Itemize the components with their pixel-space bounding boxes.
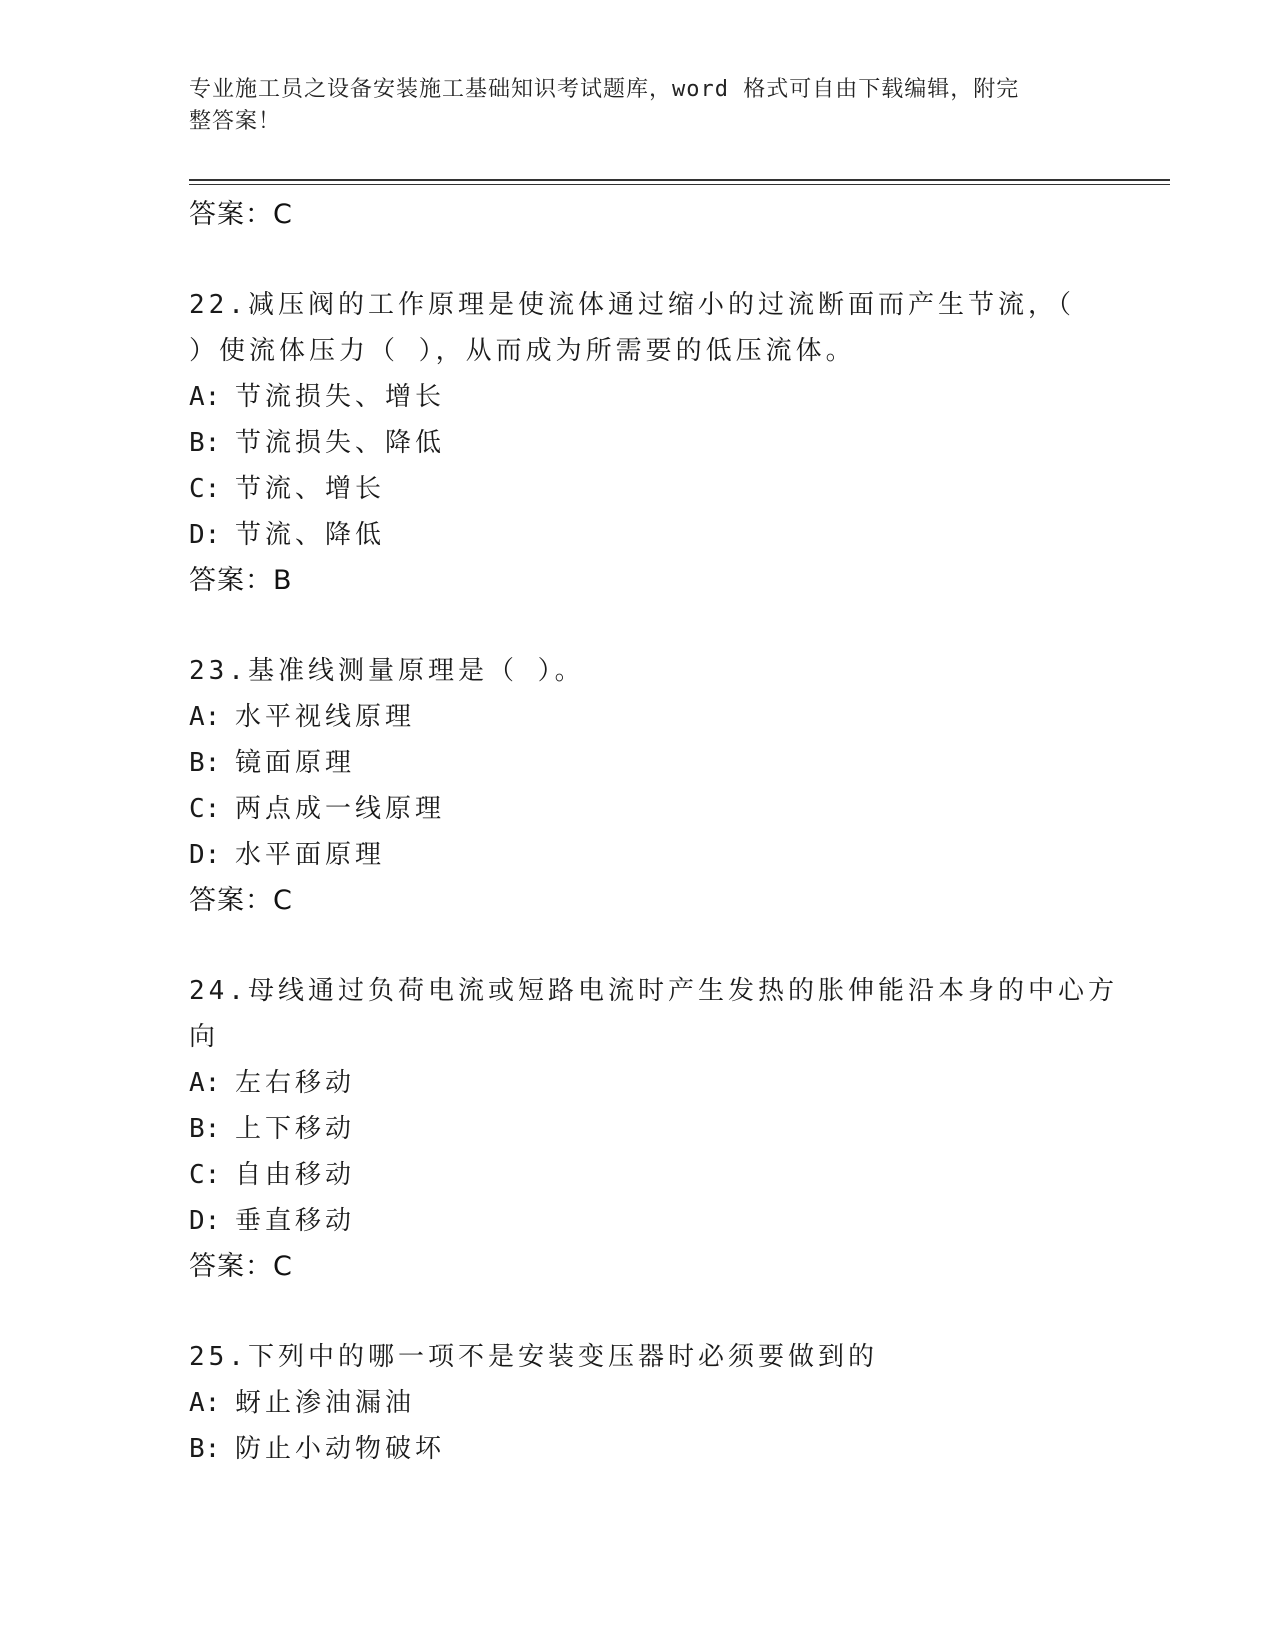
option-text: 垂直移动 <box>235 1206 356 1236</box>
question-text: 向 <box>189 1022 220 1052</box>
option-c <box>189 466 1089 512</box>
option-text: 自由移动 <box>235 1160 356 1190</box>
option-a <box>189 694 1089 740</box>
option-b <box>189 420 1089 466</box>
option-text: 节流损失、降低 <box>235 428 446 458</box>
question-23 <box>189 648 1089 924</box>
option-letter: A: <box>189 1388 221 1418</box>
option-text: 上下移动 <box>235 1114 356 1144</box>
question-list <box>189 192 1118 1472</box>
option-text: 节流、增长 <box>235 474 386 504</box>
question-22 <box>189 282 1089 604</box>
option-d <box>189 1198 1089 1244</box>
option-letter: B: <box>189 428 221 458</box>
option-letter: C: <box>189 474 221 504</box>
option-text: 节流损失、增长 <box>235 382 446 412</box>
question-text: 25.下列中的哪一项不是安装变压器时必须要做到的 <box>189 1342 878 1372</box>
option-text: 水平视线原理 <box>235 702 416 732</box>
option-text: 水平面原理 <box>235 840 386 870</box>
option-b <box>189 1106 1089 1152</box>
option-text: 蚜止渗油漏油 <box>235 1388 416 1418</box>
option-text: 节流、降低 <box>235 520 386 550</box>
answer-21: 答案：C <box>189 199 293 230</box>
header-divider-thin <box>189 184 1170 185</box>
answer-23: 答案：C <box>189 885 293 916</box>
question-text: ）使流体压力（ ），从而成为所需要的低压流体。 <box>189 336 856 366</box>
option-text: 左右移动 <box>235 1068 356 1098</box>
option-a <box>189 1380 1089 1426</box>
question-25 <box>189 1334 1089 1472</box>
answer-24: 答案：C <box>189 1251 293 1282</box>
question-text: 22.减压阀的工作原理是使流体通过缩小的过流断面而产生节流，（ <box>189 290 1075 320</box>
option-a <box>189 1060 1089 1106</box>
option-d <box>189 512 1089 558</box>
option-letter: D: <box>189 520 221 550</box>
option-letter: B: <box>189 1114 221 1144</box>
option-letter: D: <box>189 1206 221 1236</box>
option-letter: A: <box>189 382 221 412</box>
option-letter: C: <box>189 1160 221 1190</box>
option-text: 镜面原理 <box>235 748 356 778</box>
option-c <box>189 1152 1089 1198</box>
header-divider-thick <box>189 179 1170 181</box>
option-letter: C: <box>189 794 221 824</box>
header-line-1: 专业施工员之设备安装施工基础知识考试题库，word 格式可自由下载编辑，附完 <box>189 77 1020 102</box>
question-text: 23.基准线测量原理是（ ）。 <box>189 656 585 686</box>
option-letter: B: <box>189 1434 221 1464</box>
option-letter: D: <box>189 840 221 870</box>
option-letter: A: <box>189 1068 221 1098</box>
option-b <box>189 1426 1089 1472</box>
header-line-2: 整答案！ <box>189 109 282 134</box>
question-24 <box>189 968 1118 1290</box>
answer-22: 答案：B <box>189 565 293 596</box>
option-letter: B: <box>189 748 221 778</box>
option-text: 防止小动物破坏 <box>235 1434 446 1464</box>
question-text: 24.母线通过负荷电流或短路电流时产生发热的胀伸能沿本身的中心方 <box>189 976 1118 1006</box>
option-d <box>189 832 1089 878</box>
page-header <box>189 74 1079 138</box>
option-b <box>189 740 1089 786</box>
option-letter: A: <box>189 702 221 732</box>
option-a <box>189 374 1089 420</box>
option-c <box>189 786 1089 832</box>
option-text: 两点成一线原理 <box>235 794 446 824</box>
